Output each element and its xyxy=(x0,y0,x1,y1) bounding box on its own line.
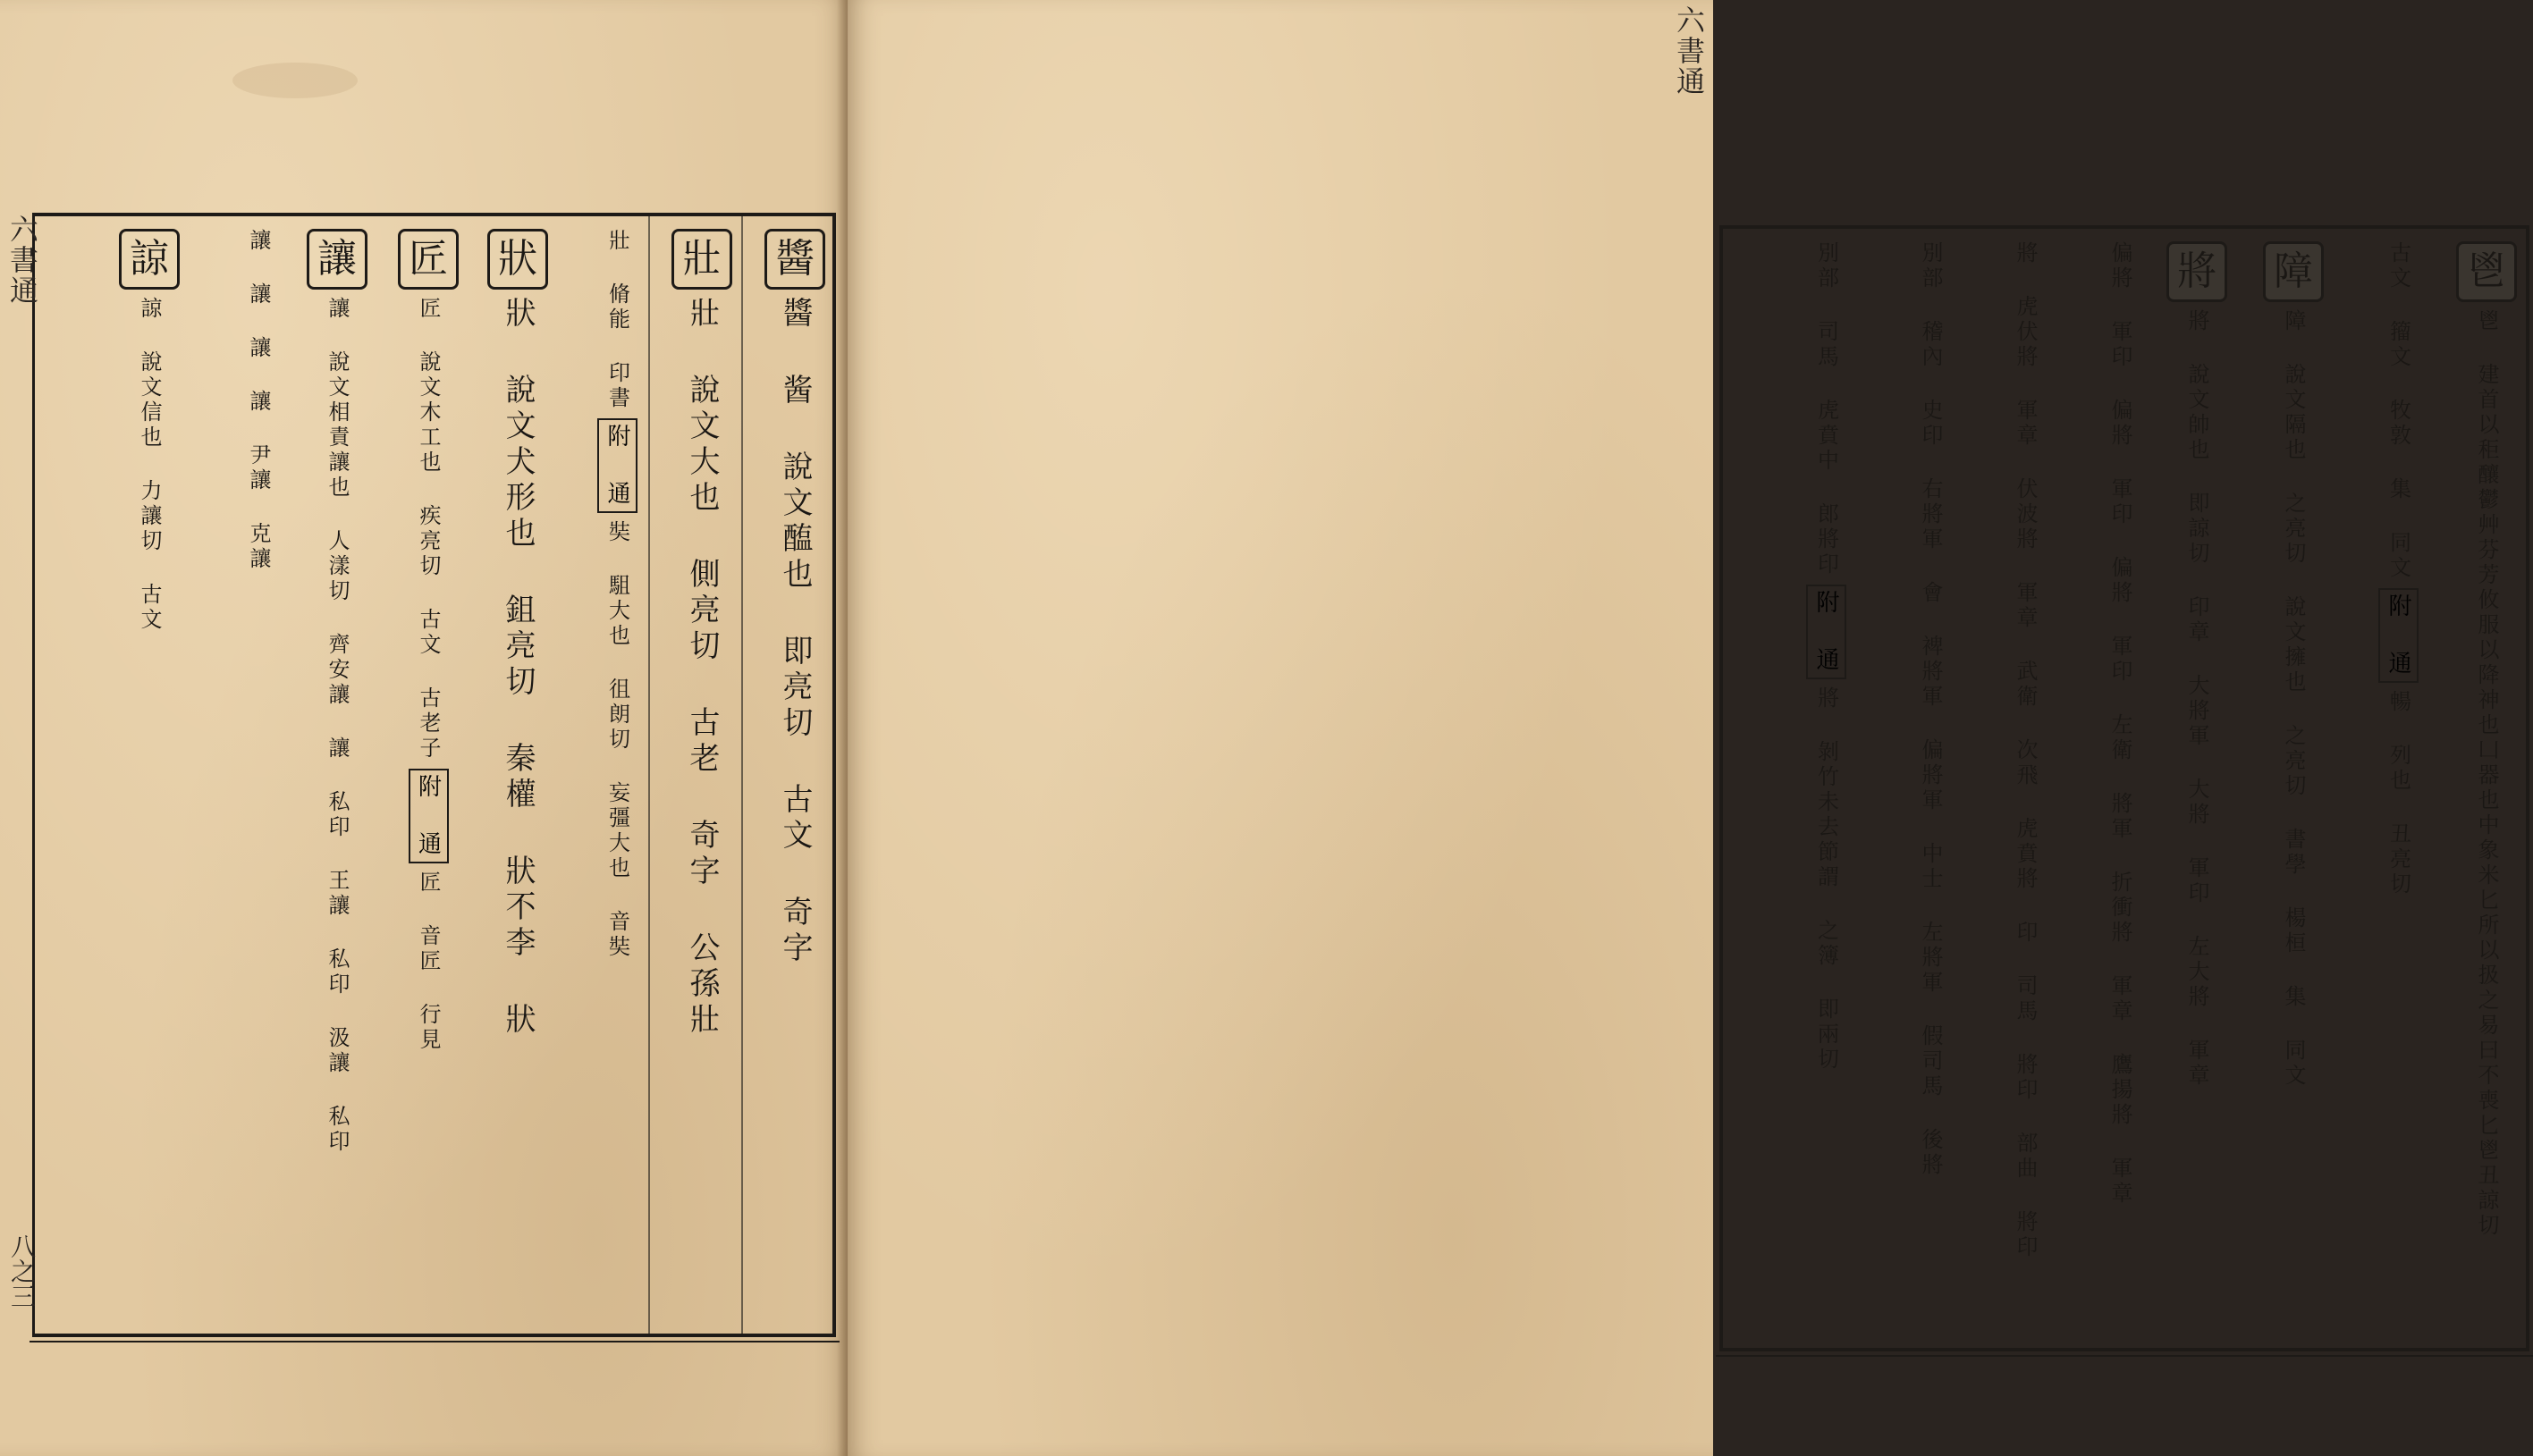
entry-head: 匠 xyxy=(398,229,459,290)
column-7 xyxy=(1920,241,1941,1335)
entry-text: 將 說文帥也 即諒切 印章 大將軍 大將 軍印 左大將 軍章 xyxy=(2184,309,2209,1089)
entry-text: 匠 說文木工也 疾亮切 古文 古老子 xyxy=(416,297,441,762)
column-4 xyxy=(2166,241,2227,1335)
right-page xyxy=(848,0,2506,1456)
running-head: 六書通 xyxy=(1672,5,1706,97)
entry-head: 狀 xyxy=(487,229,548,290)
entry-extra: 將 剝竹未去節謂 之簿 即兩切 xyxy=(1813,686,1839,1073)
entry-text: 壯 說文大也 側亮切 古老 奇字 公孫壯 xyxy=(684,297,720,1039)
column-8 xyxy=(119,229,180,1321)
entry-head: 諒 xyxy=(119,229,180,290)
entry-text: 古文 籀文 牧敦 集 同文 xyxy=(2385,241,2411,581)
entry-extra: 奘 駔大也 徂朗切 妄彊大也 音奘 xyxy=(604,520,630,960)
entry-head: 將 xyxy=(2166,241,2227,302)
appendix-tag: 附 通 xyxy=(2378,588,2419,683)
entry-text: 將 虎伏將 軍章 伏波將 軍章 武衛 次飛 虎賁將 印 司馬 將印 部曲 將印 xyxy=(2013,241,2038,1260)
entry-text: 狀 說文犬形也 鉏亮切 秦權 狀不李 狀 xyxy=(500,297,536,1039)
column-2 xyxy=(671,229,732,1321)
entry-text: 別部 司馬 虎賁中 郎將印 xyxy=(1813,241,1839,577)
column-5 xyxy=(398,229,459,1321)
entry-extra: 匠 音匠 行見 xyxy=(416,871,441,1053)
entry-head: 壯 xyxy=(671,229,732,290)
running-head: 六書通 xyxy=(5,215,39,306)
entry-text: 醬 酱 說文醢也 即亮切 古文 奇字 xyxy=(777,297,813,967)
entry-head: 讓 xyxy=(307,229,367,290)
entry-text: 諒 說文信也 力讓切 古文 xyxy=(137,297,162,633)
entry-text: 讓 讓 讓 讓 尹讓 克讓 xyxy=(246,229,271,572)
column-3 xyxy=(2263,241,2324,1335)
entry-text: 壯 脩能 印書 xyxy=(604,229,630,411)
column-rule xyxy=(648,216,650,1334)
entry-text: 偏將 軍印 偏將 軍印 偏將 軍印 左衛 將軍 折衝將 軍章 鷹揚將 軍章 xyxy=(2107,241,2132,1207)
column-8 xyxy=(1806,241,1846,1335)
column-2 xyxy=(2378,241,2419,1335)
entry-text: 別部 稽內 史印 右將軍 會 裨將軍 偏將軍 中士 左將軍 假司馬 後將 xyxy=(1918,241,1943,1178)
column-7 xyxy=(248,229,269,1321)
column-1 xyxy=(2456,241,2517,1335)
appendix-tag: 附 通 xyxy=(409,769,449,863)
left-page xyxy=(0,0,848,1456)
entry-head: 鬯 xyxy=(2456,241,2517,302)
entry-text: 讓 說文相責讓也 人漾切 齊安讓 讓 私印 王讓 私印 汲讓 私印 xyxy=(325,297,350,1155)
appendix-tag: 附 通 xyxy=(1806,585,1846,679)
column-5 xyxy=(2109,241,2131,1335)
right-page-frame xyxy=(1719,225,2529,1351)
entry-text: 鬯 建首以秬釀鬱艸芬芳攸服以降神也凵器也中象米匕所以扱之易曰不喪匕鬯丑諒切 xyxy=(2474,309,2499,1239)
paper-stain xyxy=(232,63,358,98)
entry-head: 醬 xyxy=(764,229,825,290)
entry-head: 障 xyxy=(2263,241,2324,302)
left-page-frame xyxy=(32,213,836,1337)
column-rule xyxy=(741,216,743,1334)
entry-text: 障 說文隔也 之亮切 說文擁也 之亮切 書學 楊桓 集 同文 xyxy=(2281,309,2306,1089)
column-3 xyxy=(597,229,637,1321)
entry-extra: 暢 列也 丑亮切 xyxy=(2385,690,2411,897)
column-4 xyxy=(487,229,548,1321)
appendix-tag: 附 通 xyxy=(597,418,637,513)
column-6 xyxy=(2014,241,2036,1335)
column-6 xyxy=(307,229,367,1321)
column-1 xyxy=(764,229,825,1321)
folio-number: 八之三 xyxy=(7,1233,37,1309)
